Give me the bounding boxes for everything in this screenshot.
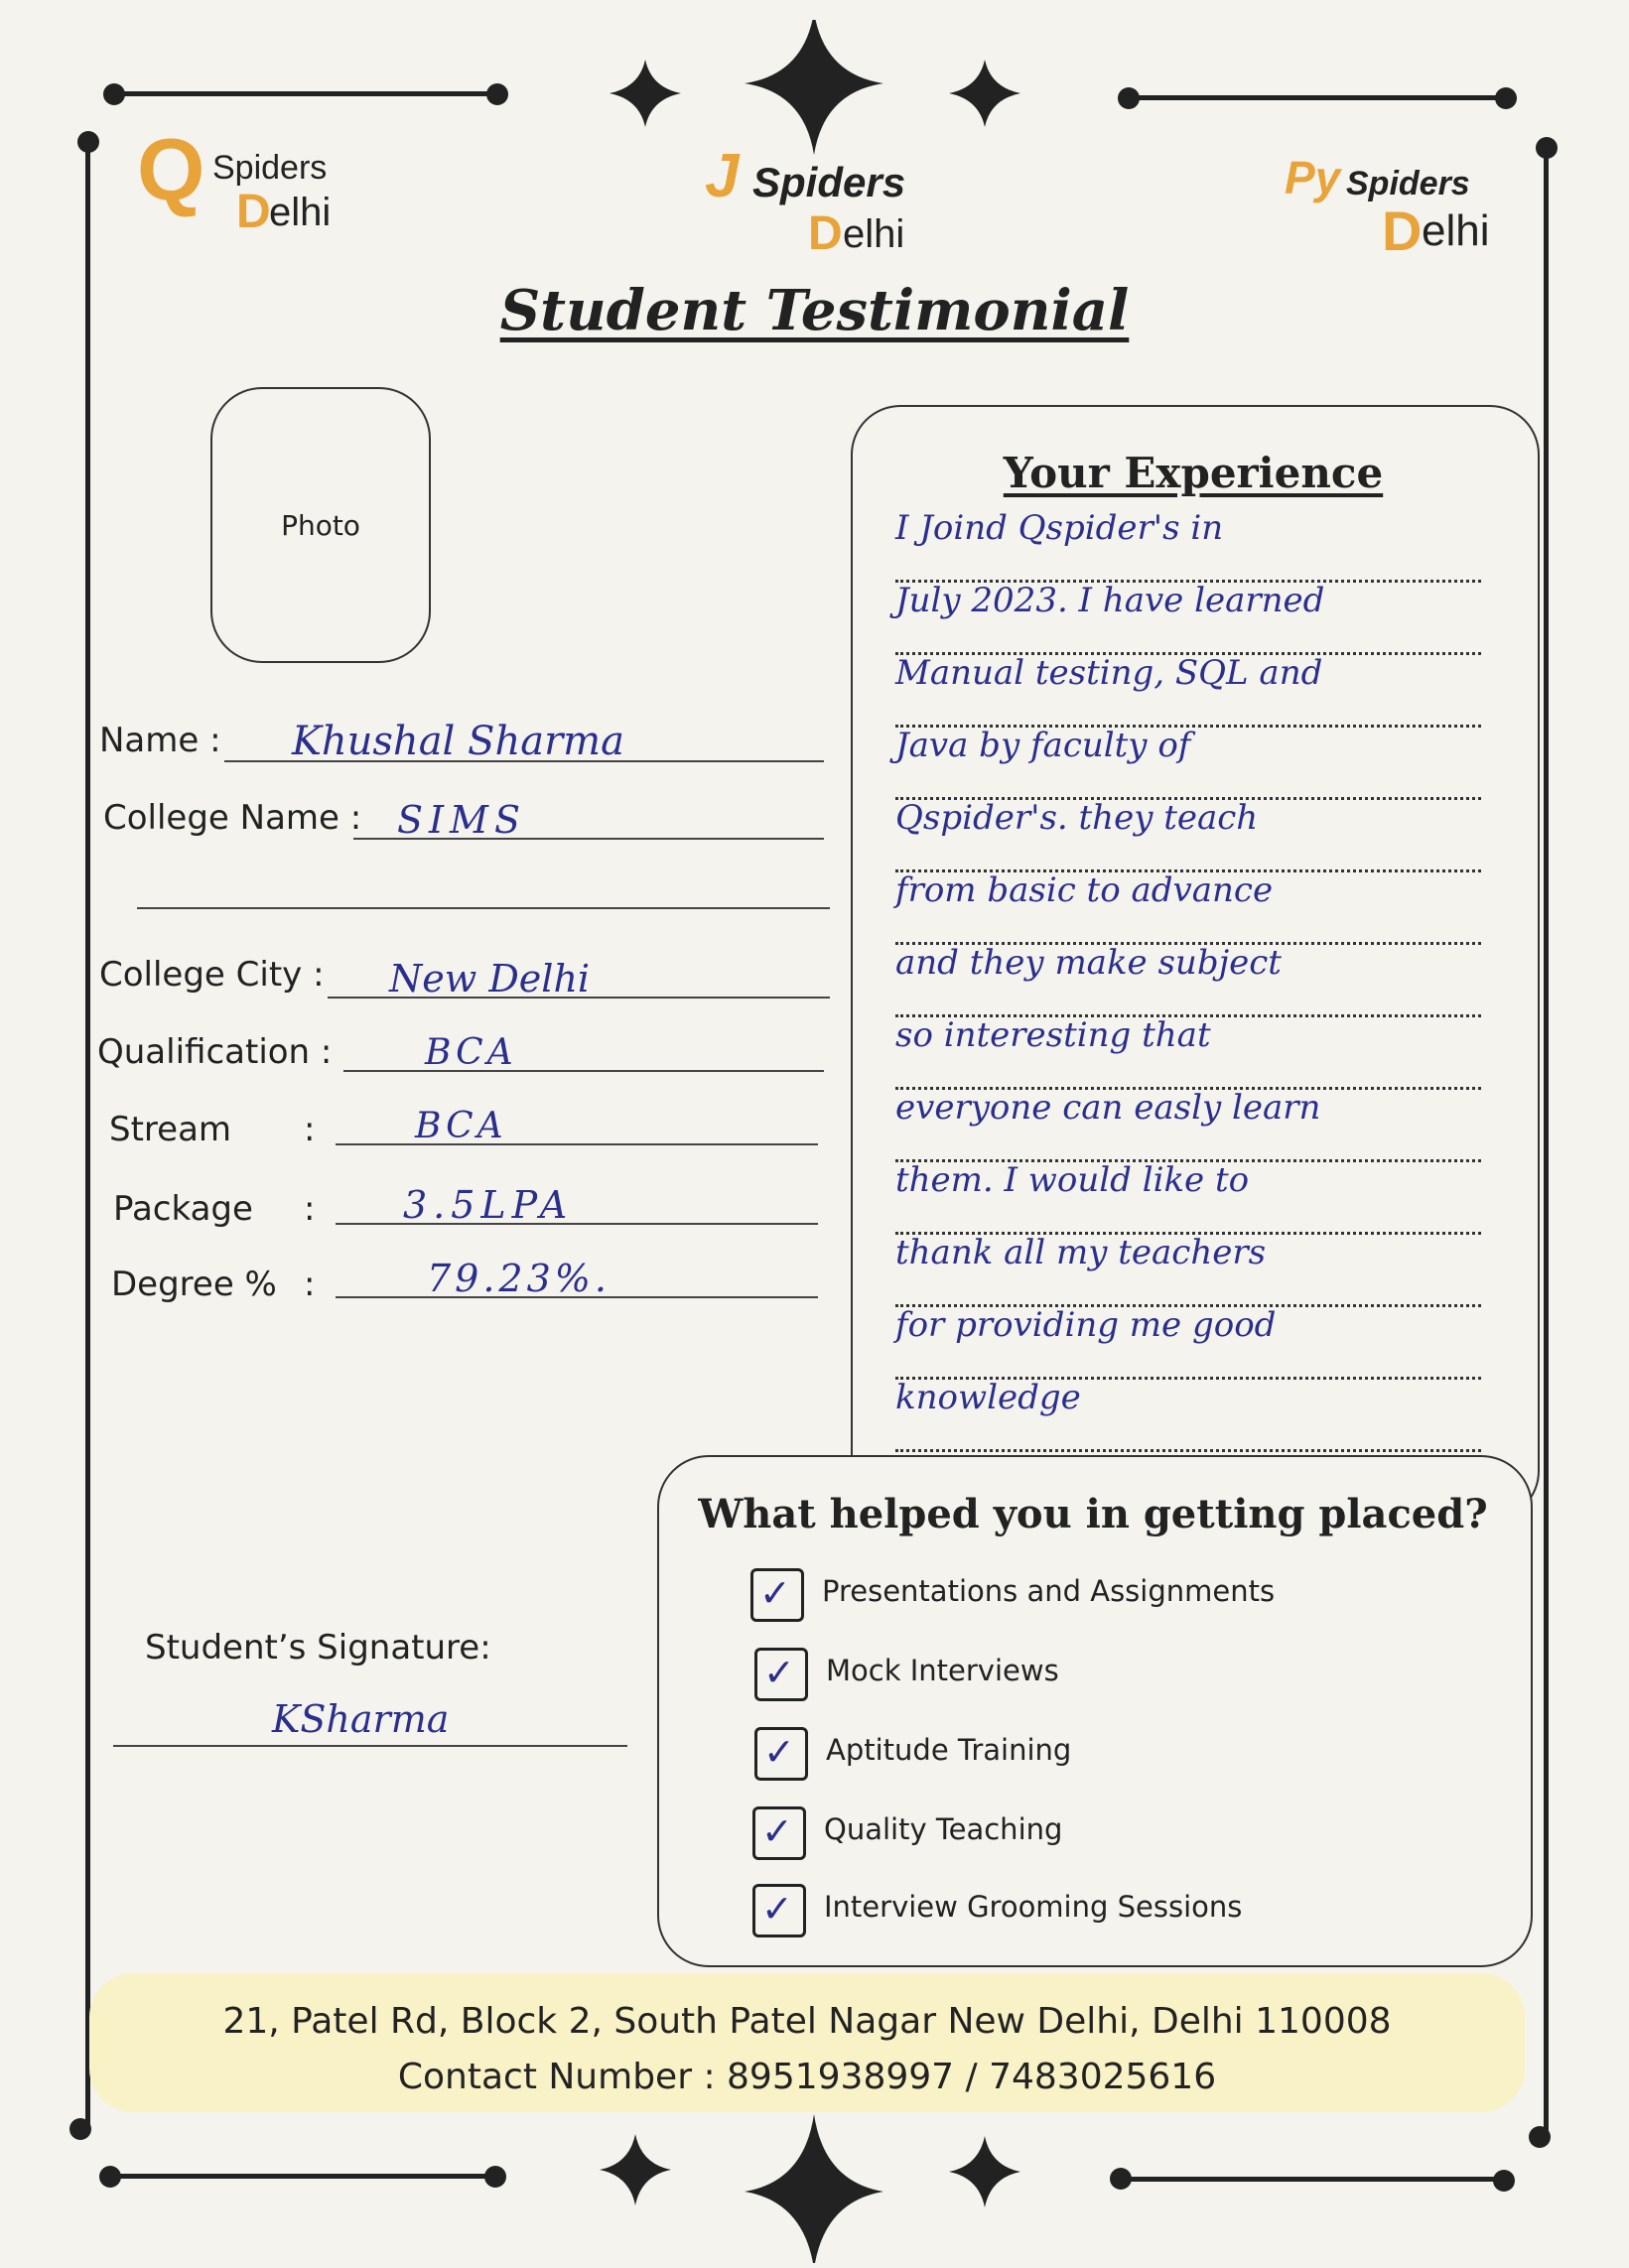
- top-sparkles-icon: [586, 20, 1042, 159]
- check-mark-icon: ✓: [763, 1730, 795, 1774]
- degree-label: Degree %: [111, 1265, 277, 1304]
- college-name-value: SIMS: [397, 798, 526, 842]
- college-name-label: College Name :: [103, 798, 362, 838]
- signature-label: Student’s Signature:: [145, 1628, 491, 1668]
- experience-line: I Joind Qspider's in: [895, 508, 1481, 583]
- college-city-value: New Delhi: [389, 957, 591, 1001]
- footer-address: 21, Patel Rd, Block 2, South Patel Nagar New Delhi, Delhi 110008: [222, 2001, 1392, 2042]
- signature-value: KSharma: [272, 1697, 450, 1741]
- college-name-line-2: [137, 907, 830, 909]
- page-title: Student Testimonial: [499, 278, 1130, 343]
- college-city-label: College City :: [99, 955, 325, 995]
- experience-line: everyone can easly learn: [895, 1088, 1481, 1162]
- stream-value: BCA: [415, 1106, 507, 1146]
- stream-line: [336, 1143, 818, 1145]
- checkbox-label: Aptitude Training: [826, 1733, 1072, 1767]
- experience-line: for providing me good: [895, 1305, 1481, 1380]
- stream-colon: :: [304, 1110, 316, 1149]
- checkbox[interactable]: [754, 1727, 808, 1781]
- experience-line: thank all my teachers: [895, 1233, 1481, 1307]
- checkbox[interactable]: [752, 1806, 806, 1860]
- experience-line: from basic to advance: [895, 870, 1481, 945]
- qualification-line: [343, 1070, 824, 1072]
- degree-value: 79.23%.: [427, 1257, 611, 1300]
- photo-label: Photo: [281, 508, 360, 542]
- check-mark-icon: ✓: [761, 1809, 793, 1853]
- experience-line: Manual testing, SQL and: [895, 653, 1481, 728]
- helped-title: What helped you in getting placed?: [698, 1491, 1488, 1537]
- experience-title: Your Experience: [1003, 449, 1384, 497]
- experience-line: Java by faculty of: [895, 726, 1481, 800]
- checkbox[interactable]: [750, 1568, 804, 1622]
- name-label: Name :: [99, 721, 221, 760]
- degree-colon: :: [304, 1265, 316, 1304]
- photo-placeholder: [210, 387, 431, 663]
- package-value: 3.5LPA: [403, 1183, 574, 1227]
- stream-label: Stream: [109, 1110, 232, 1149]
- experience-line: them. I would like to: [895, 1160, 1481, 1235]
- checkbox[interactable]: [754, 1648, 808, 1701]
- name-value: Khushal Sharma: [292, 719, 624, 764]
- experience-line: Qspider's. they teach: [895, 798, 1481, 872]
- footer-contact: Contact Number : 8951938997 / 7483025616: [397, 2057, 1217, 2097]
- checkbox-label: Quality Teaching: [824, 1812, 1063, 1846]
- experience-line: knowledge: [895, 1378, 1481, 1452]
- package-label: Package: [113, 1189, 253, 1229]
- signature-line: [113, 1745, 627, 1747]
- qualification-label: Qualification :: [97, 1032, 333, 1072]
- check-mark-icon: ✓: [761, 1887, 793, 1931]
- package-colon: :: [304, 1189, 316, 1229]
- experience-line: July 2023. I have learned: [895, 581, 1481, 655]
- experience-line: and they make subject: [895, 943, 1481, 1017]
- qualification-value: BCA: [425, 1032, 517, 1073]
- checkbox-label: Mock Interviews: [826, 1654, 1059, 1687]
- checkbox-label: Interview Grooming Sessions: [824, 1890, 1243, 1924]
- check-mark-icon: ✓: [759, 1571, 791, 1615]
- checkbox[interactable]: [752, 1884, 806, 1937]
- check-mark-icon: ✓: [763, 1651, 795, 1694]
- bottom-sparkles-icon: [576, 2114, 1032, 2263]
- checkbox-label: Presentations and Assignments: [822, 1574, 1276, 1608]
- experience-line: so interesting that: [895, 1015, 1481, 1090]
